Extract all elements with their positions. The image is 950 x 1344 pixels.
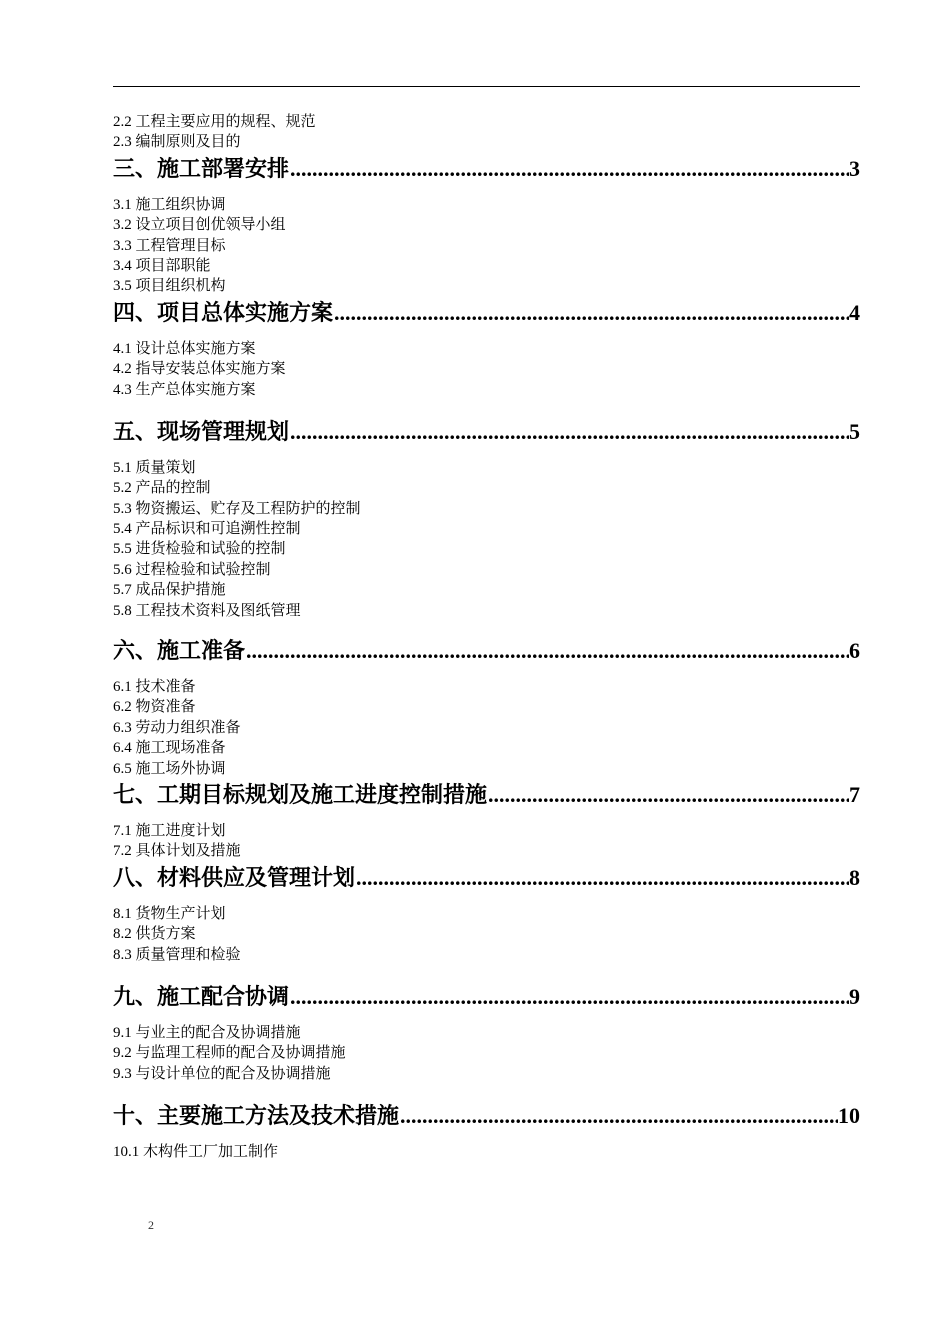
toc-heading[interactable] bbox=[113, 297, 860, 329]
toc-heading[interactable] bbox=[113, 862, 860, 894]
toc-item[interactable]: 6.2 物资准备 bbox=[113, 699, 196, 716]
toc-item[interactable]: 4.1 设计总体实施方案 bbox=[113, 340, 256, 357]
toc-item[interactable]: 3.1 施工组织协调 bbox=[113, 196, 226, 213]
toc-item[interactable]: 9.3 与设计单位的配合及协调措施 bbox=[113, 1065, 331, 1082]
toc-heading-title: 九、施工配合协调 bbox=[113, 983, 290, 1009]
dot-leader bbox=[289, 416, 849, 448]
toc-item[interactable]: 2.3 编制原则及目的 bbox=[113, 134, 241, 151]
dot-leader bbox=[289, 153, 849, 185]
toc-heading-title: 十、主要施工方法及技术措施 bbox=[113, 1103, 400, 1129]
toc-heading[interactable] bbox=[113, 1100, 860, 1132]
toc-item[interactable]: 8.1 货物生产计划 bbox=[113, 905, 226, 922]
toc-item[interactable]: 5.2 产品的控制 bbox=[113, 480, 211, 497]
toc-heading-title: 八、材料供应及管理计划 bbox=[113, 864, 356, 890]
toc-heading[interactable] bbox=[113, 153, 860, 185]
toc-heading-title: 四、项目总体实施方案 bbox=[113, 299, 334, 325]
toc-item[interactable]: 3.4 项目部职能 bbox=[113, 257, 211, 274]
toc-heading-page: 6 bbox=[849, 638, 860, 664]
toc-item[interactable]: 6.3 劳动力组织准备 bbox=[113, 719, 241, 736]
toc-item[interactable]: 7.1 施工进度计划 bbox=[113, 822, 226, 839]
toc-item[interactable]: 5.5 进货检验和试验的控制 bbox=[113, 541, 286, 558]
toc-heading[interactable] bbox=[113, 416, 860, 448]
toc-heading-title: 七、工期目标规划及施工进度控制措施 bbox=[113, 781, 488, 807]
toc-item[interactable]: 10.1 木构件工厂加工制作 bbox=[113, 1144, 279, 1161]
toc-heading-page: 3 bbox=[849, 155, 860, 181]
header-rule bbox=[113, 86, 860, 87]
toc-heading-page: 5 bbox=[849, 418, 860, 444]
toc-item[interactable]: 3.5 项目组织机构 bbox=[113, 278, 226, 295]
toc-heading-page: 8 bbox=[849, 864, 860, 890]
dot-leader bbox=[245, 635, 849, 667]
page-number: 2 bbox=[148, 1218, 154, 1232]
dot-leader bbox=[399, 1100, 838, 1132]
toc-item[interactable]: 6.4 施工现场准备 bbox=[113, 740, 226, 757]
toc-item[interactable]: 6.1 技术准备 bbox=[113, 679, 196, 696]
dot-leader bbox=[355, 862, 849, 894]
toc-item[interactable]: 5.6 过程检验和试验控制 bbox=[113, 561, 271, 578]
toc-item[interactable]: 3.2 设立项目创优领导小组 bbox=[113, 217, 286, 234]
toc-item[interactable]: 5.8 工程技术资料及图纸管理 bbox=[113, 602, 301, 619]
toc-item[interactable]: 5.7 成品保护措施 bbox=[113, 582, 226, 599]
dot-leader bbox=[333, 297, 849, 329]
toc-heading-page: 4 bbox=[849, 299, 860, 325]
toc-heading[interactable] bbox=[113, 981, 860, 1013]
toc-item[interactable]: 5.3 物资搬运、贮存及工程防护的控制 bbox=[113, 500, 361, 517]
toc-item[interactable]: 7.2 具体计划及措施 bbox=[113, 843, 241, 860]
toc-item[interactable]: 6.5 施工场外协调 bbox=[113, 760, 226, 777]
toc-heading-page: 10 bbox=[838, 1103, 860, 1129]
toc-item[interactable]: 4.2 指导安装总体实施方案 bbox=[113, 361, 286, 378]
toc-item[interactable]: 5.4 产品标识和可追溯性控制 bbox=[113, 521, 301, 538]
dot-leader bbox=[289, 981, 849, 1013]
dot-leader bbox=[487, 779, 849, 811]
toc-item[interactable]: 8.2 供货方案 bbox=[113, 926, 196, 943]
toc-heading-page: 9 bbox=[849, 983, 860, 1009]
toc-item[interactable]: 9.1 与业主的配合及协调措施 bbox=[113, 1024, 301, 1041]
toc-item[interactable]: 5.1 质量策划 bbox=[113, 459, 196, 476]
toc-heading-title: 三、施工部署安排 bbox=[113, 155, 290, 181]
toc-item[interactable]: 2.2 工程主要应用的规程、规范 bbox=[113, 114, 316, 130]
toc-heading[interactable] bbox=[113, 635, 860, 667]
toc-heading-title: 五、现场管理规划 bbox=[113, 418, 290, 444]
toc-heading[interactable] bbox=[113, 779, 860, 811]
toc-item[interactable]: 9.2 与监理工程师的配合及协调措施 bbox=[113, 1045, 346, 1062]
toc-item[interactable]: 4.3 生产总体实施方案 bbox=[113, 381, 256, 398]
toc-item[interactable]: 8.3 质量管理和检验 bbox=[113, 946, 241, 963]
toc-heading-page: 7 bbox=[849, 781, 860, 807]
toc-item[interactable]: 3.3 工程管理目标 bbox=[113, 237, 226, 254]
toc-heading-title: 六、施工准备 bbox=[113, 638, 246, 664]
table-of-contents bbox=[113, 112, 860, 1163]
